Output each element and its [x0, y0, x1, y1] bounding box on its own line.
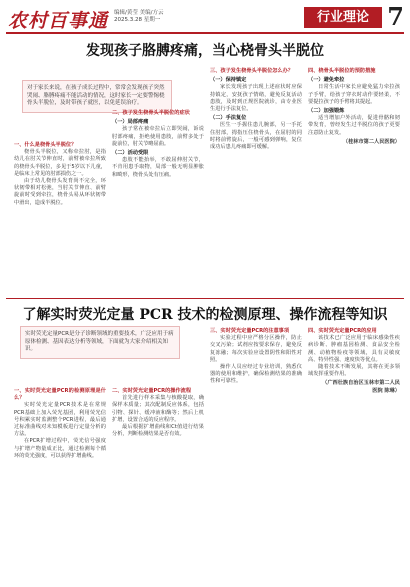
article1-subheading: （一）避免牵拉 — [308, 77, 345, 84]
article2-heading-1: 一、实时荧光定量PCR的检测原理是什么？ — [14, 388, 106, 402]
masthead — [6, 4, 404, 34]
article2-paragraph: 实时荧光定量PCR技术是在常规PCR基础上加入荧光基团，利用荧光信号积累实时监测整个PCR进程，最后通过标准曲线对未知模板进行定量分析的方法。 — [14, 402, 106, 438]
article2-lead: 实时荧光定量PCR是分子诊断领域的重要技术，广泛应用于病原体检测、基因表达分析等领域，下面就为大家介绍相关知识。 — [20, 326, 180, 359]
article1-paragraph: 由于幼儿桡骨头发育尚不完全，环状韧带相对松弛，当肘关节伸直、前臂旋前时受到牵拉，桡骨头易从环状韧带中滑出，造成半脱位。 — [14, 178, 106, 206]
article2-paragraph: 操作人员应经过专业培训，熟悉仪器的使用和维护，确保检测结果的准确性和可靠性。 — [210, 364, 302, 385]
article2-column-3 — [210, 326, 302, 582]
article1-title: 发现孩子胳膊疼痛，当心桡骨头半脱位 — [86, 43, 324, 59]
issue-meta — [114, 10, 163, 24]
article2-author: （广西壮族自治区玉林市第二人民医院 陈琳） — [322, 380, 400, 394]
section-label: 行业理论 — [304, 7, 382, 28]
article2-paragraph: 实验过程中应严格分区操作，防止交叉污染；试剂应按要求保存，避免反复冻融；每次实验应设置阴性和阳性对照。 — [210, 335, 302, 363]
newspaper-logo: 农村百事通 — [8, 10, 109, 32]
article1-paragraph: 家长发现孩子出现上述症状时应保持镇定，安抚孩子情绪，避免反复活动患肢，及时到正规医院就诊，由专业医生进行手法复位。 — [210, 84, 302, 113]
article2-paragraph: 首先进行样本采集与核酸提取，确保样本质量；其次配制反应体系，包括引物、探针、缓冲液和酶等；然后上机扩增，设置合适的反应程序。 — [112, 395, 204, 423]
article1-subheading: （二）加强锻炼 — [308, 108, 345, 115]
page-number: 7 — [387, 2, 404, 31]
editor-line: 编辑/黄莹 美编/方云 — [114, 10, 164, 16]
article2-column-4 — [308, 326, 400, 582]
article2-heading-2: 二、实时荧光定量PCR的操作流程 — [112, 388, 192, 394]
article1-author: （桂林市第二人民医院） — [342, 138, 400, 145]
article2-paragraph: 该技术已广泛应用于临床感染性疾病诊断、肿瘤基因检测、食品安全检测、动植物检疫等领域，具有灵敏度高、特异性强、速度快等优点。 — [308, 335, 400, 363]
article2-paragraph: 在PCR扩增过程中，荧光信号强度与扩增产物量成正比，通过检测每个循环的荧光强度，可以获得扩增曲线。 — [14, 438, 106, 459]
article1-paragraph: 孩子常在被牵拉后立即哭闹，诉说肘部疼痛，拒绝使用患肢，前臂多处于旋前位，肘关节略屈曲。 — [112, 126, 204, 147]
article1-paragraph: 医生一手握住患儿腕部，另一手托住肘部，拇指压住桡骨头，在屈肘的同时将前臂旋后，一般可感到弹响，复位成功后患儿疼痛即可缓解。 — [210, 122, 302, 151]
article1-column-3 — [210, 66, 302, 292]
article-divider — [6, 298, 404, 299]
article1-paragraph: 患肢不能抬举，不敢屈伸肘关节，不肯用患手取物，局部一般无明显肿胀和畸形，桡骨头处有压痛。 — [112, 157, 204, 178]
article1-paragraph: 日常生活中家长应避免猛力牵拉孩子手臂，给孩子穿衣时动作要轻柔，不要提拉孩子的手臂将其提起。 — [308, 84, 400, 105]
article1-heading-2: 二、孩子发生桡骨头半脱位的症状 — [112, 110, 190, 116]
article2-column-1 — [14, 386, 106, 582]
article1-subheading: （二）活动受限 — [112, 150, 149, 157]
article2-paragraph: 最后根据扩增曲线和Ct值进行结果分析，判断检测结果是否有效。 — [112, 424, 204, 438]
article1-lead: 对于家长来说，在孩子成长过程中，常常会发现孩子突然哭闹、胳膊疼痛不能活动的情况，这时家长一定要警惕桡骨头半脱位，及时带孩子就医，以免延误治疗。 — [22, 80, 172, 113]
article1-paragraph: 桡骨头半脱位，又称牵拉肘，是指幼儿在肘关节伸直时，前臂被牵拉所致的桡骨头半脱位，多见于5岁以下儿童，是临床上常见的肘部损伤之一。 — [14, 149, 106, 177]
article1-heading-1: 一、什么是桡骨头半脱位？ — [14, 142, 77, 148]
article2-paragraph: 随着技术不断发展，其将在更多领域发挥重要作用。 — [308, 364, 400, 378]
date-line: 2025.3.28 星期一 — [114, 17, 161, 23]
article1-heading-3: 三、孩子发生桡骨头半脱位怎么办？ — [210, 68, 294, 74]
article2-heading-3: 三、实时荧光定量PCR的注意事项 — [210, 328, 290, 334]
article2-column-2 — [112, 386, 204, 582]
article2-title: 了解实时荧光定量 PCR 技术的检测原理、操作流程等知识 — [22, 307, 388, 323]
article1-heading-4: 四、桡骨头半脱位的预防措施 — [308, 68, 376, 74]
article1-column-2 — [112, 108, 204, 292]
article1-subheading: （一）局部疼痛 — [112, 119, 149, 126]
article2-heading-4: 四、实时荧光定量PCR的应用 — [308, 328, 377, 334]
article1-subheading: （一）保持镇定 — [210, 77, 247, 84]
article1-column-1 — [14, 140, 106, 292]
article1-subheading: （二）手法复位 — [210, 115, 247, 122]
article1-paragraph: 适当增加户外活动，促进骨骼和韧带发育，曾经发生过半脱位的孩子更要注意防止复发。 — [308, 115, 400, 136]
article1-column-4 — [308, 66, 400, 292]
